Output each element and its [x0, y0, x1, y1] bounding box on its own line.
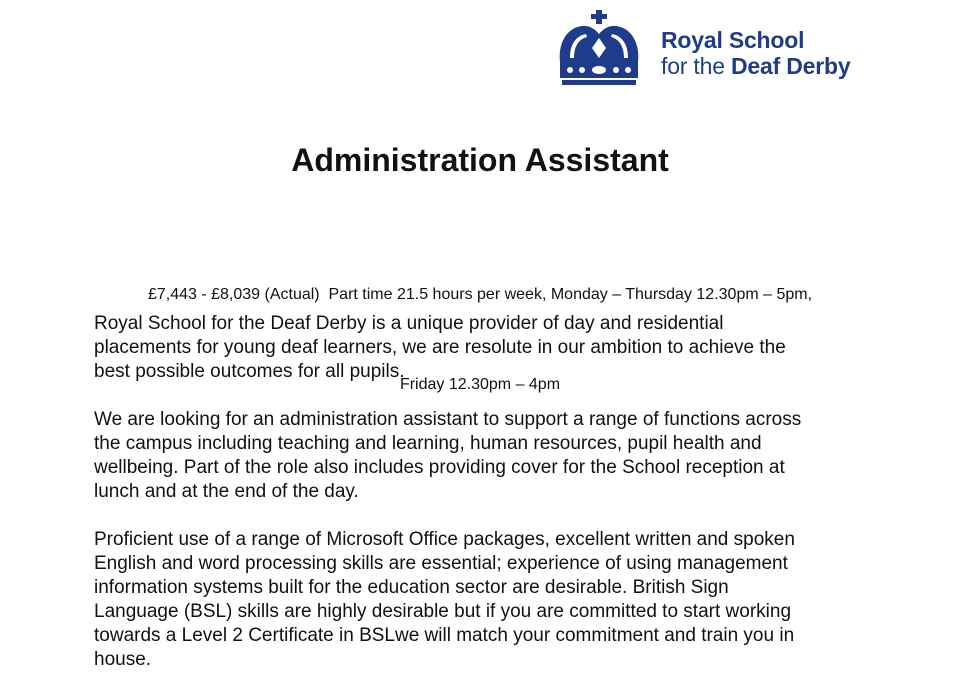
school-logo	[556, 10, 876, 88]
paragraph-role: We are looking for an administration assistant to support a range of functions across the campus including teaching and learning, human resources, pupil health and wellbeing. Part of the role also includes providing cover for the School reception at lunch and at the end of the day.	[94, 409, 802, 502]
salary-line-1: £7,443 - £8,039 (Actual) Part time 21.5 hours per week, Monday – Thursday 12.30pm – 5pm,	[147, 286, 813, 303]
school-name-line2-prefix: for the	[661, 53, 731, 79]
school-name-line2-bold: Deaf Derby	[731, 53, 851, 79]
paragraph-skills: Proficient use of a range of Microsoft Office packages, excellent written and spoken English and word processing skills are essential; experience of using management information systems built for the education sector are desirable. British Sign Language (BSL) skills are highly desirable but if you are committed to start working towards a Level 2 Certificate in BSLwe will match your commitment and train you in house.	[94, 529, 795, 670]
school-name	[661, 27, 850, 79]
page-title: Administration Assistant	[291, 142, 669, 178]
crown-icon	[556, 10, 642, 86]
paragraph-intro: Royal School for the Deaf Derby is a unique provider of day and residential placements for young deaf learners, we are resolute in our ambition to achieve the best possible outcomes for all pupils.	[94, 313, 786, 382]
job-description	[94, 312, 884, 696]
salary-line-2: Friday 12.30pm – 4pm	[399, 376, 561, 393]
school-name-line1: Royal School	[661, 27, 805, 53]
school-name-line2	[661, 53, 850, 79]
